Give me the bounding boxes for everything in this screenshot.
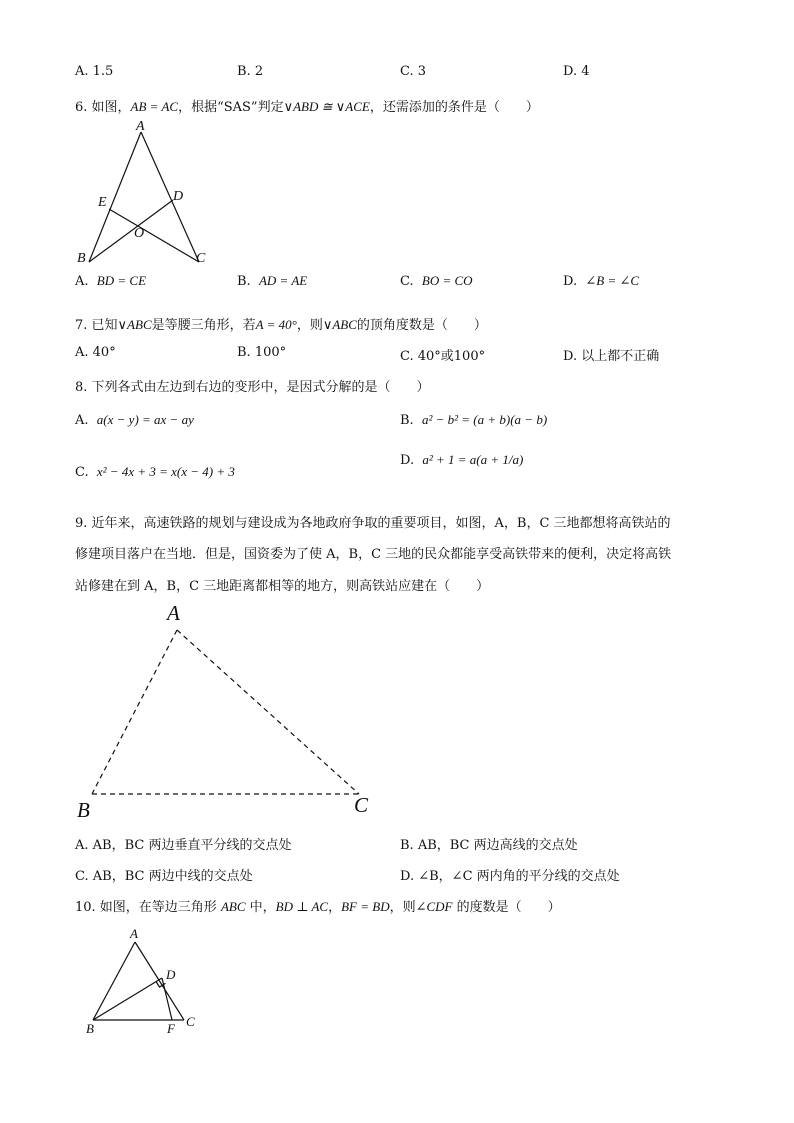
q10-label-c: C xyxy=(186,1014,195,1029)
q9-figure xyxy=(70,598,390,823)
q9-segment-ac xyxy=(177,630,359,794)
q6-option-a-letter: A. xyxy=(75,274,89,289)
q10-label-a: A xyxy=(130,926,138,941)
q9-stem-line3: 站修建在到 A，B，C 三地距离都相等的地方，则高铁站应建在（ ） xyxy=(75,579,490,594)
q7-stem-mid2: ，则 xyxy=(296,318,323,333)
q5-option-a: A. 1.5 xyxy=(75,64,114,79)
q8-stem: 8. 下列各式由左边到右边的变形中，是因式分解的是（ ） xyxy=(75,380,430,395)
q6-stem-mid: ，根据“SAS”判定 xyxy=(178,100,284,115)
q10-figure xyxy=(80,922,210,1037)
q10-label-f: F xyxy=(167,1021,175,1036)
q6-stem-prefix: 6. 如图， xyxy=(75,100,131,115)
q8-option-b-letter: B. xyxy=(400,413,414,428)
q6-option-a xyxy=(75,273,146,289)
q10-stem xyxy=(75,896,561,915)
q10-triangle: ABC xyxy=(220,899,246,914)
q6-option-c xyxy=(400,273,473,289)
q7-stem-mid1: 是等腰三角形，若 xyxy=(151,318,256,333)
q6-label-b: B xyxy=(77,251,86,266)
q6-option-c-expr: BO = CO xyxy=(421,273,473,288)
q6-label-a: A xyxy=(136,119,145,134)
q7-option-d: D. 以上都不正确 xyxy=(563,349,660,364)
q8-option-d xyxy=(400,452,523,468)
q6-label-o: O xyxy=(134,226,145,241)
q5-option-c: C. 3 xyxy=(400,64,427,79)
q7-triangle: ∨ABC xyxy=(117,317,152,332)
q8-option-d-expr: a² + 1 = a(a + 1/a) xyxy=(422,452,524,467)
q7-stem xyxy=(75,314,487,333)
q10-stem-suffix: 的度数是（ ） xyxy=(452,900,561,915)
q10-stem-mid2: ，则 xyxy=(389,900,416,915)
q10-label-b: B xyxy=(86,1021,94,1036)
q6-label-e: E xyxy=(98,195,107,210)
q8-option-a-letter: A. xyxy=(75,413,89,428)
q6-option-b xyxy=(237,273,307,289)
q6-option-c-letter: C. xyxy=(400,274,414,289)
q8-option-a xyxy=(75,412,194,428)
q6-option-d xyxy=(563,273,639,289)
q7-stem-suffix: 的顶角度数是（ ） xyxy=(356,318,487,333)
q7-option-b: B. 100° xyxy=(237,345,287,360)
q5-option-d: D. 4 xyxy=(563,64,590,79)
q10-label-d: D xyxy=(166,967,176,982)
q6-given: AB = AC xyxy=(130,99,179,114)
q8-option-c xyxy=(75,464,235,480)
q6-option-b-expr: AD = AE xyxy=(258,273,308,288)
q9-stem-line2: 修建项目落户在当地．但是，国资委为了使 A，B，C 三地的民众都能享受高铁带来的便利，决定将高铁 xyxy=(75,547,672,562)
q10-sep: ， xyxy=(328,900,342,915)
q7-triangle2: ∨ABC xyxy=(322,317,357,332)
q9-segment-ab xyxy=(92,630,177,794)
q8-option-b-expr: a² − b² = (a + b)(a − b) xyxy=(421,412,548,427)
q5-option-b: B. 2 xyxy=(237,64,264,79)
q6-option-d-letter: D. xyxy=(563,274,578,289)
q9-label-a: A xyxy=(167,601,180,625)
q9-label-b: B xyxy=(77,798,90,822)
q6-congruence: ∨ABD ≅ ∨ACE xyxy=(283,99,370,114)
q9-label-c: C xyxy=(354,793,369,817)
q8-option-c-expr: x² − 4x + 3 = x(x − 4) + 3 xyxy=(96,464,235,479)
q9-option-b: B. AB，BC 两边高线的交点处 xyxy=(400,838,578,853)
q10-stem-mid: 中， xyxy=(245,900,276,915)
q7-option-a: A. 40° xyxy=(75,345,116,360)
q10-cond2: BF = BD xyxy=(341,899,390,914)
q9-option-d: D. ∠B，∠C 两内角的平分线的交点处 xyxy=(400,869,620,884)
q6-stem xyxy=(75,96,539,115)
q8-option-b xyxy=(400,412,547,428)
q10-segment-bd xyxy=(93,978,162,1020)
q10-segment-ab xyxy=(93,942,135,1020)
q6-segment-ce xyxy=(109,209,199,262)
q6-label-d: D xyxy=(173,189,184,204)
q10-cond1: BD ⊥ AC xyxy=(275,899,329,914)
q6-option-b-letter: B. xyxy=(237,274,251,289)
q6-stem-suffix: ，还需添加的条件是（ ） xyxy=(369,100,539,115)
q8-option-a-expr: a(x − y) = ax − ay xyxy=(96,412,194,427)
q10-segment-ac xyxy=(135,942,184,1020)
q6-figure xyxy=(70,115,220,270)
q7-stem-prefix: 7. 已知 xyxy=(75,318,118,333)
q6-label-c: C xyxy=(196,251,206,266)
q8-option-d-letter: D. xyxy=(400,453,415,468)
q6-segment-ac xyxy=(141,132,199,262)
q6-option-d-expr: ∠B = ∠C xyxy=(585,273,640,288)
q9-option-c: C. AB，BC 两边中线的交点处 xyxy=(75,869,253,884)
q7-option-c: C. 40°或100° xyxy=(400,349,486,364)
q8-option-c-letter: C. xyxy=(75,465,89,480)
q10-stem-prefix: 10. 如图，在等边三角形 xyxy=(75,900,221,915)
q9-stem-line1: 9. 近年来，高速铁路的规划与建设成为各地政府争取的重要项目，如图，A，B，C 三地都想将高铁站的 xyxy=(75,516,671,531)
q9-option-a: A. AB，BC 两边垂直平分线的交点处 xyxy=(75,838,292,853)
q6-option-a-expr: BD = CE xyxy=(96,273,147,288)
q7-condition: A = 40° xyxy=(255,317,297,332)
q10-target: ∠CDF xyxy=(415,899,453,914)
